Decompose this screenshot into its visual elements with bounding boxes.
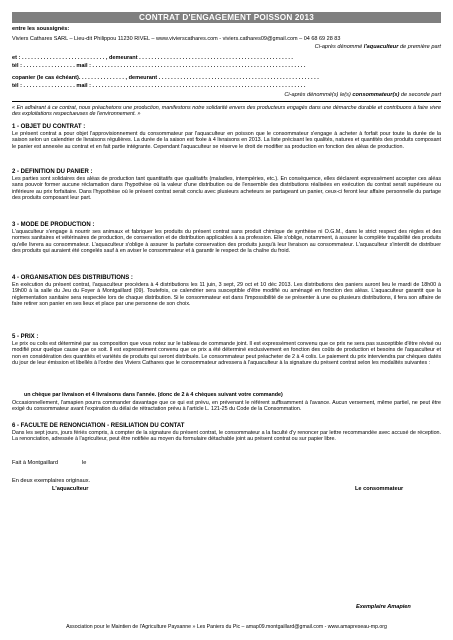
copy-label: Exemplaire Amapien: [356, 604, 411, 610]
divider: [12, 101, 441, 102]
section-text-distributions: En exécution du présent contrat, l'aquaculteur procédera à 4 distributions les 11 juin, 3 sept, 29 oct et 10 déc 2013. Les distributions des paniers auront lieu le mardi de 18h00 à 19h00 à la salle du Jeu du Foyer à Montgaillard (09). Toutefois, ce calendrier sera susceptible d'être modifié ou aménagé en fonction des aléas. L'aquaculteur garantit que la réglementation sanitaire sera respectée lors de chaque distribution. Si le consommateur est dans l'impossibilité de se présenter à une ou plusieurs distributions, il fera son affaire de faire retirer son panier en ses lieux et place par une personne de son choix.: [12, 282, 441, 307]
section-text-panier: Les parties sont solidaires des aléas de production tant quantitatifs que qualitatifs (maladies, intempéries, etc.). En conséquence, elles déclarent expressément accepter ces aléas sans pouvoir former aucune réclamation dans l'hypothèse où la valeur d'une distribution ou de l'ensemble des distributions réalisées en exécution du contrat serait supérieure ou inférieure au prix forfaitaire. Dans l'hypothèse où le présent contrat serait conclu avec plusieurs acheteurs se partageant un panier, ceux-ci feront leur affaire personnelle du partage des produits composant leur part.: [12, 176, 441, 201]
signature-consommateur-label: Le consommateur: [355, 486, 404, 492]
section-text-objet: Le présent contrat a pour objet l'approvisionnement du consommateur par l'aquaculteur en poisson que le consommateur s'engage à acheter à forfait pour toute la durée de la saison selon un calendrier de livraisons régulières. La durée de la saison est fixée à 4 livraisons en 2013. La liste précisant les qualités, natures et quantités des produits composant le panier est annexée au contrat et en fait partie intégrante. Cependant l'aquaculteur se réserve le droit de modifier sa production en fonction des aléas de production.: [12, 131, 441, 150]
copies-note: En deux exemplaires originaux.: [12, 478, 91, 484]
consumer-contact-field[interactable]: tél : . . . . . . . . . . . . . . . . . mail : . . . . . . . . . . . . . . . . . . . . . . . . . . . . . . . . . . . . . . . . . . . . . . . . . . . . . . . . . . . . . . . . . . . . .: [12, 63, 306, 69]
intro-statement: « En adhérant à ce contrat, nous préachetons une production, manifestons notre solidarité envers des producteurs engagés dans une démarche durable et contribuons à faire vivre des exploitations respectueuses de l'environnement. »: [12, 105, 441, 118]
producer-line: Viviers Cathares SARL – Lieu-dit Philippou 11230 RIVEL – www.vivierscathares.com - viviers.cathares09@gmail.com – 04 68 69 28 83: [12, 36, 341, 42]
section-heading-prix: 5 - PRIX :: [12, 334, 39, 340]
section-text-renonciation: Dans les sept jours, jours fériés compris, à compter de la signature du présent contrat, le consommateur a la faculté d'y renoncer par lettre recommandée avec accusé de réception. La renonciation, adressée à l'agriculteur, peut être notifiée au moyen du formulaire détachable joint au présent contrat ou sur papier libre.: [12, 430, 441, 443]
section-heading-panier: 2 - DEFINITION DU PANIER :: [12, 169, 93, 175]
document-title: CONTRAT D'ENGAGEMENT POISSON 2013: [12, 12, 441, 23]
section-heading-production: 3 - MODE DE PRODUCTION :: [12, 222, 95, 228]
section-heading-renonciation: 6 - FACULTE DE RENONCIATION - RESILIATION DU CONTAT: [12, 423, 185, 429]
section-text-production: L'aquaculteur s'engage à nourrir ses animaux et fabriquer les produits du présent contrat sans produit chimique de synthèse ni O.G.M., dans le strict respect des règles et des normes sanitaires et vétérinaires de production, de conservation et de distribution applicables à sa profession. Elle s'oblige, notamment, à assurer la complète traçabilité des produits qu'elle livrera au consommateur. L'aquaculteur s'oblige à assurer la parfaite conservation des produits jusqu'à leur livraison au consommateur. L'aquaculteur s'interdit de distribuer des produits qui auraient été congelés sauf à en aviser le consommateur et à garantir le respect de la chaîne du froid.: [12, 229, 441, 254]
parties-intro: entre les soussignés:: [12, 26, 70, 32]
consumer-name-field[interactable]: et : . . . . . . . . . . . . . . . . . . . . . . . . . . . , demeurant . . . . . . . . . . . . . . . . . . . . . . . . . . . . . . . . . . . . . . . . . . . . . . . . . .: [12, 55, 293, 61]
section-heading-objet: 1 - OBJET DU CONTRAT :: [12, 124, 86, 130]
producer-role: Ci-après dénommé l'aquaculteur de première part: [314, 44, 441, 50]
consumer-role: Ci-après dénommé(s) le(s) consommateur(s) de seconde part: [284, 92, 441, 98]
section-text-prix-2: Occasionnellement, l'amapien pourra commander davantage que ce qui est prévu, en prévenant le référent suffisamment à l'avance. Aucun versement, même partiel, ne peut être exigé du consommateur avant l'expiration du délai de rétractation prévu à l'article L. 121-25 du Code de la Consommation.: [12, 400, 441, 413]
section-text-prix: Le prix ou colis est déterminé par sa composition que vous notez sur le tableau de commande joint. Il est expressément convenu que ce prix ne sera pas susceptible d'être révisé ou modifié pour quelque cause que ce soit. Il est expressément convenu que ce prix a été déterminé exclusivement en fonction des coûts de production et besoins de l'aquaculteur et non en considération des quantités et variétés de produits qui seront distribués. Le consommateur peut préacheter de 2 à 4 colis. Le paiement du prix interviendra par chèques datés du jour de leur émission et libellés à l'ordre des Viviers Cathares que le consommateur adressera à l'aquaculteur à la signature du présent contrat selon les modalités suivantes :: [12, 341, 441, 366]
section-heading-distributions: 4 - ORGANISATION DES DISTRIBUTIONS :: [12, 275, 133, 281]
signature-place: Fait à Montgaillard le: [12, 460, 87, 466]
payment-bullet: un chèque par livraison et 4 livraisons dans l'année. (donc de 2 à 4 chèques suivant votre commande): [24, 392, 283, 398]
footer: Association pour le Maintien de l'Agriculture Paysanne » Les Paniers du Pic – amap09.montgaillard@gmail.com - www.amapreseau-mp.org: [66, 624, 387, 630]
copanier-field[interactable]: copanier (le cas échéant). . . . . . . . . . . . . . . , demeurant . . . . . . . . . . . . . . . . . . . . . . . . . . . . . . . . . . . . . . . . . . . . . . . . . . . .: [12, 75, 319, 81]
signature-aquaculteur-label: L'aquaculteur: [52, 486, 89, 492]
copanier-contact-field[interactable]: tél : . . . . . . . . . . . . . . . . . mail : . . . . . . . . . . . . . . . . . . . . . . . . . . . . . . . . . . . . . . . . . . . . . . . . . . . . . . . . . . . . . . . . . . . . .: [12, 83, 306, 89]
